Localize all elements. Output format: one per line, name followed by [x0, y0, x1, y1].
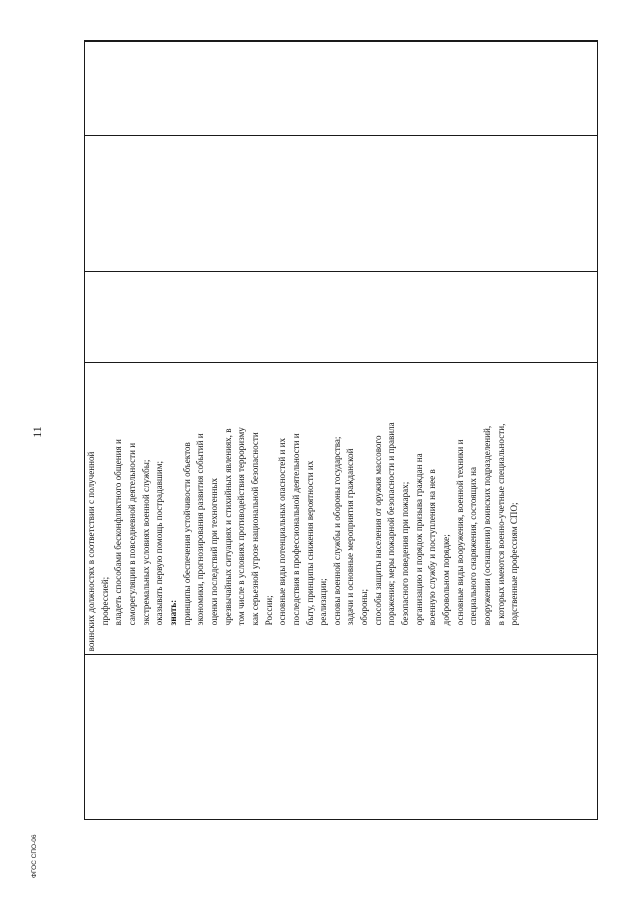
table-column-hours-max — [85, 271, 597, 362]
requirement-line: основы военной службы и обороны государства; — [331, 436, 342, 626]
requirement-line: экономики, прогнозирования развития событий и — [195, 433, 206, 626]
table-column-discipline — [85, 41, 597, 135]
table-column-code — [85, 654, 597, 819]
requirement-line: знать: — [167, 599, 178, 626]
requirement-line: последствия в профессиональной деятельности и — [290, 433, 301, 626]
footer-document-code: ФГОС СПО-06 — [31, 834, 38, 878]
table-column-requirements — [85, 362, 597, 654]
requirement-line: том числе в условиях противодействия терроризму — [236, 427, 247, 626]
requirement-line: воинских должностях в соответствии с полученной — [86, 451, 96, 652]
requirement-line: специального снаряжения, состоящих на — [468, 466, 479, 626]
requirement-line: организацию и порядок призыва граждан на — [413, 453, 424, 626]
requirement-line: быту, принципы снижения вероятности их — [304, 460, 315, 626]
requirement-line: чрезвычайных ситуациях и стихийных явлениях, в — [222, 428, 233, 626]
table-column-hours-required — [85, 135, 597, 272]
requirement-line: родственные профессиям СПО; — [509, 502, 520, 626]
requirement-line: задачи и основные мероприятия гражданской — [345, 448, 356, 626]
requirement-line: оказывать первую помощь пострадавшим; — [154, 460, 165, 626]
requirement-line: владеть способами бесконфликтного общения и — [113, 439, 124, 626]
requirement-line: реализации; — [318, 578, 329, 626]
requirement-line: оценки последствий при техногенных — [208, 477, 219, 626]
requirement-line: в которых имеются военно-учетные специальности, — [495, 423, 506, 626]
requirement-line: обороны; — [359, 588, 370, 626]
requirement-line: принципы обеспечения устойчивости объектов — [181, 442, 192, 626]
requirement-line: основные виды вооружения, военной техники и — [454, 439, 465, 626]
requirement-line: способы защиты населения от оружия массового — [372, 435, 383, 626]
requirement-line: профессией; — [99, 576, 110, 626]
requirement-line: России; — [263, 595, 274, 626]
requirement-line: саморегуляции в повседневной деятельности и — [126, 442, 137, 626]
requirement-line: добровольном порядке; — [441, 534, 452, 626]
requirement-line: основные виды потенциальных опасностей и их — [277, 437, 288, 626]
requirement-line: вооружении (оснащении) воинских подразделений, — [482, 425, 493, 626]
requirement-line: экстремальных условиях военной службы; — [140, 459, 151, 626]
requirement-line: как серьезной угрозе национальной безопасности — [249, 432, 260, 626]
requirement-line: военную службу и поступления на нее в — [427, 469, 438, 626]
competency-table — [84, 40, 598, 820]
requirement-line: поражения; меры пожарной безопасности и правила — [386, 422, 397, 626]
page-number: 11 — [30, 426, 44, 438]
requirement-line: безопасного поведения при пожарах; — [400, 481, 411, 626]
